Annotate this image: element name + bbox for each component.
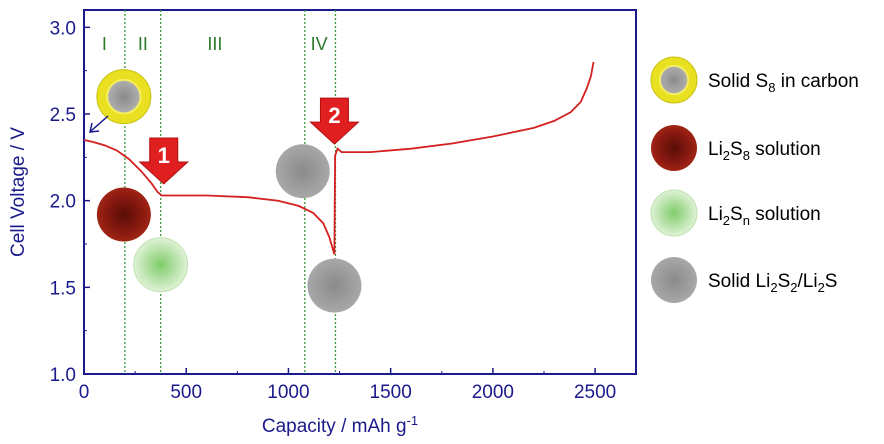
legend-item	[651, 190, 821, 236]
legend-label: $Li_2S_8$ solution	[708, 139, 821, 163]
legend	[651, 57, 859, 303]
y-tick-label: 2.5	[49, 105, 76, 126]
y-tick-label: 3.0	[49, 18, 76, 40]
x-tick-label: 1000	[267, 382, 310, 403]
region-label: IV	[310, 34, 328, 54]
legend-label: $Li_2S_n$ solution	[708, 204, 821, 228]
x-tick-label: 2500	[573, 382, 617, 403]
particle-li2sn	[134, 238, 188, 292]
region-labels	[102, 34, 328, 54]
region-label: II	[137, 34, 148, 54]
step-marker	[310, 98, 358, 144]
legend-item	[651, 125, 821, 171]
particle-s8	[97, 70, 151, 124]
y-tick-label: 1.0	[49, 365, 76, 386]
particle-li2s8	[97, 188, 151, 242]
start-indicator-arrow	[90, 116, 108, 132]
particle-li2sn	[651, 190, 697, 236]
legend-label: Solid $Li_2S_2/Li_2S$	[708, 271, 838, 295]
x-axis-title-text: Capacity / mAh g	[261, 416, 407, 437]
step-marker-label: 1	[157, 143, 170, 168]
x-tick-label: 0	[78, 382, 90, 403]
region-label: I	[101, 34, 107, 54]
particle-li2s	[651, 257, 697, 303]
y-tick-label: 2.0	[49, 191, 76, 213]
legend-item	[651, 57, 859, 103]
x-tick-label: 2000	[471, 382, 515, 403]
legend-item	[651, 257, 837, 303]
legend-label: Solid $S_8$ in carbon	[708, 71, 859, 95]
y-axis-title: Cell Voltage / V	[8, 127, 29, 257]
particle-li2s	[307, 259, 361, 313]
y-tick-label: 1.5	[49, 278, 76, 300]
x-tick-label: 1500	[369, 382, 412, 403]
x-tick-label: 500	[170, 382, 203, 403]
plot-frame	[84, 10, 636, 374]
svg-text:Capacity / mAh g-1	[262, 413, 418, 437]
particle-li2s8	[651, 125, 697, 171]
x-axis-title	[262, 413, 418, 437]
step-marker-label: 2	[328, 103, 341, 129]
x-axis-title-sup: -1	[406, 413, 419, 428]
region-label: III	[207, 34, 223, 54]
particle-s8	[651, 57, 697, 103]
particle-li2s	[276, 144, 330, 198]
